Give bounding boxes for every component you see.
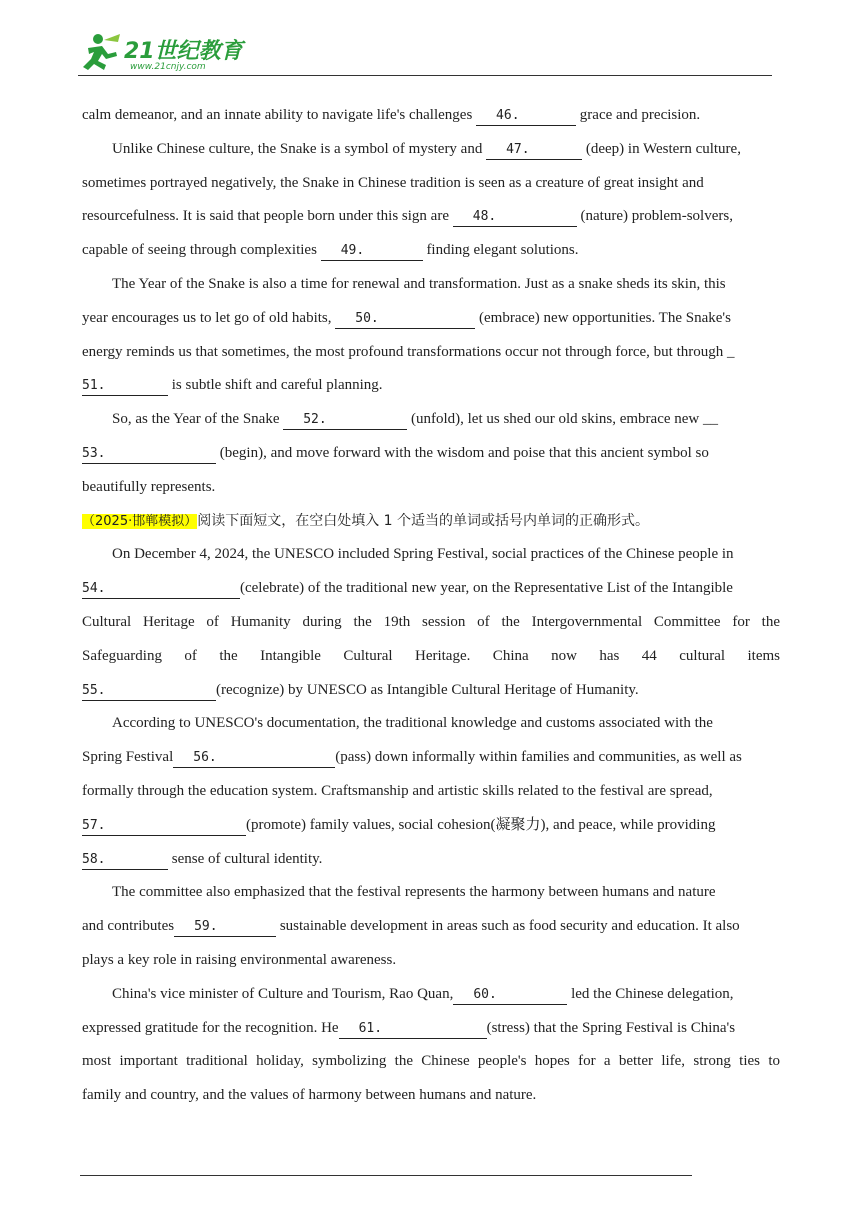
text-line: most important traditional holiday, symbolizing the Chinese people's hopes for a better life, strong ties to bbox=[82, 1053, 780, 1070]
text-line: 53. (begin), and move forward with the wisdom and poise that this ancient symbol so bbox=[82, 436, 780, 470]
text-line: Spring Festival 56. (pass) down informally within families and communities, as well as bbox=[82, 740, 780, 774]
text-line: and contributes 59. sustainable development in areas such as food security and education. It also bbox=[82, 909, 780, 943]
blank-54[interactable]: 54. bbox=[82, 581, 106, 597]
text-line: plays a key role in raising environmental awareness. bbox=[82, 951, 397, 968]
blank-47[interactable]: 47. bbox=[506, 141, 530, 157]
text-line: expressed gratitude for the recognition. He 61. (stress) that the Spring Festival is China's bbox=[82, 1011, 780, 1045]
blank-58[interactable]: 58. bbox=[82, 851, 106, 867]
footer-divider bbox=[80, 1175, 692, 1176]
blank-50[interactable]: 50. bbox=[355, 310, 379, 326]
page-header bbox=[78, 30, 772, 78]
section-heading bbox=[82, 504, 780, 538]
text-line: 57. (promote) family values, social cohesion(凝聚力), and peace, while providing bbox=[82, 808, 780, 842]
text-line: beautifully represents. bbox=[82, 478, 216, 495]
blank-57[interactable]: 57. bbox=[82, 817, 106, 833]
blank-52[interactable]: 52. bbox=[303, 412, 327, 428]
text-line: Unlike Chinese culture, the Snake is a symbol of mystery and 47. (deep) in Western culture, bbox=[82, 132, 780, 166]
logo-title: 21世纪教育 bbox=[124, 39, 243, 64]
blank-46[interactable]: 46. bbox=[496, 108, 520, 123]
text-line: Safeguarding of the Intangible Cultural Heritage. China now has 44 cultural items bbox=[82, 647, 780, 664]
text-line: family and country, and the values of harmony between humans and nature. bbox=[82, 1087, 537, 1104]
blank-49[interactable]: 49. bbox=[340, 243, 365, 259]
logo-url: www.21cnjy.com bbox=[130, 62, 206, 72]
text-line: The committee also emphasized that the festival represents the harmony between humans and nature bbox=[112, 884, 716, 901]
blank-51[interactable]: 51. bbox=[82, 378, 106, 394]
text-line: formally through the education system. Craftsmanship and artistic skills related to the festival are spread, bbox=[82, 782, 713, 799]
brand-logo bbox=[78, 32, 248, 74]
text-line: 54. (celebrate) of the traditional new year, on the Representative List of the Intangible bbox=[82, 571, 780, 605]
text-line: On December 4, 2024, the UNESCO included Spring Festival, social practices of the Chinese people in bbox=[112, 546, 734, 563]
text-line: energy reminds us that sometimes, the most profound transformations occur not through force, but through _ bbox=[82, 343, 735, 360]
blank-59[interactable]: 59. bbox=[194, 919, 218, 935]
text-line: year encourages us to let go of old habits, 50. (embrace) new opportunities. The Snake's bbox=[82, 301, 780, 335]
text-line: According to UNESCO's documentation, the traditional knowledge and customs associated with the bbox=[112, 715, 713, 732]
blank-53[interactable]: 53. bbox=[82, 445, 106, 461]
text-line: calm demeanor, and an innate ability to navigate life's challenges 46. grace and precision. bbox=[82, 98, 780, 132]
blank-55[interactable]: 55. bbox=[82, 682, 106, 698]
text-line: 58. sense of cultural identity. bbox=[82, 842, 780, 876]
text-line: resourcefulness. It is said that people born under this sign are 48. (nature) problem-solvers, bbox=[82, 199, 780, 233]
text-line: capable of seeing through complexities 49. finding elegant solutions. bbox=[82, 233, 780, 267]
document-body bbox=[82, 98, 780, 1112]
blank-61[interactable]: 61. bbox=[358, 1020, 383, 1036]
blank-60[interactable]: 60. bbox=[473, 986, 497, 1002]
blank-48[interactable]: 48. bbox=[472, 209, 497, 225]
text-line: The Year of the Snake is also a time for renewal and transformation. Just as a snake sheds its skin, this bbox=[112, 275, 726, 292]
instruction-text: 阅读下面短文，在空白处填入 1 个适当的单词或括号内单词的正确形式。 bbox=[197, 512, 650, 529]
text-line: So, as the Year of the Snake 52. (unfold), let us shed our old skins, embrace new __ bbox=[82, 402, 780, 436]
runner-logo-icon bbox=[78, 32, 124, 74]
blank-56[interactable]: 56. bbox=[193, 750, 217, 766]
text-line: sometimes portrayed negatively, the Snake in Chinese tradition is seen as a creature of great insight and bbox=[82, 174, 704, 191]
text-line: Cultural Heritage of Humanity during the 19th session of the Intergovernmental Committee for the bbox=[82, 613, 780, 630]
text-line: China's vice minister of Culture and Tourism, Rao Quan, 60. led the Chinese delegation, bbox=[82, 977, 780, 1011]
header-divider bbox=[78, 75, 772, 76]
text-line: 55. (recognize) by UNESCO as Intangible Cultural Heritage of Humanity. bbox=[82, 673, 780, 707]
source-tag: （2025·邯郸模拟） bbox=[82, 513, 198, 529]
text-line: 51. is subtle shift and careful planning. bbox=[82, 368, 780, 402]
